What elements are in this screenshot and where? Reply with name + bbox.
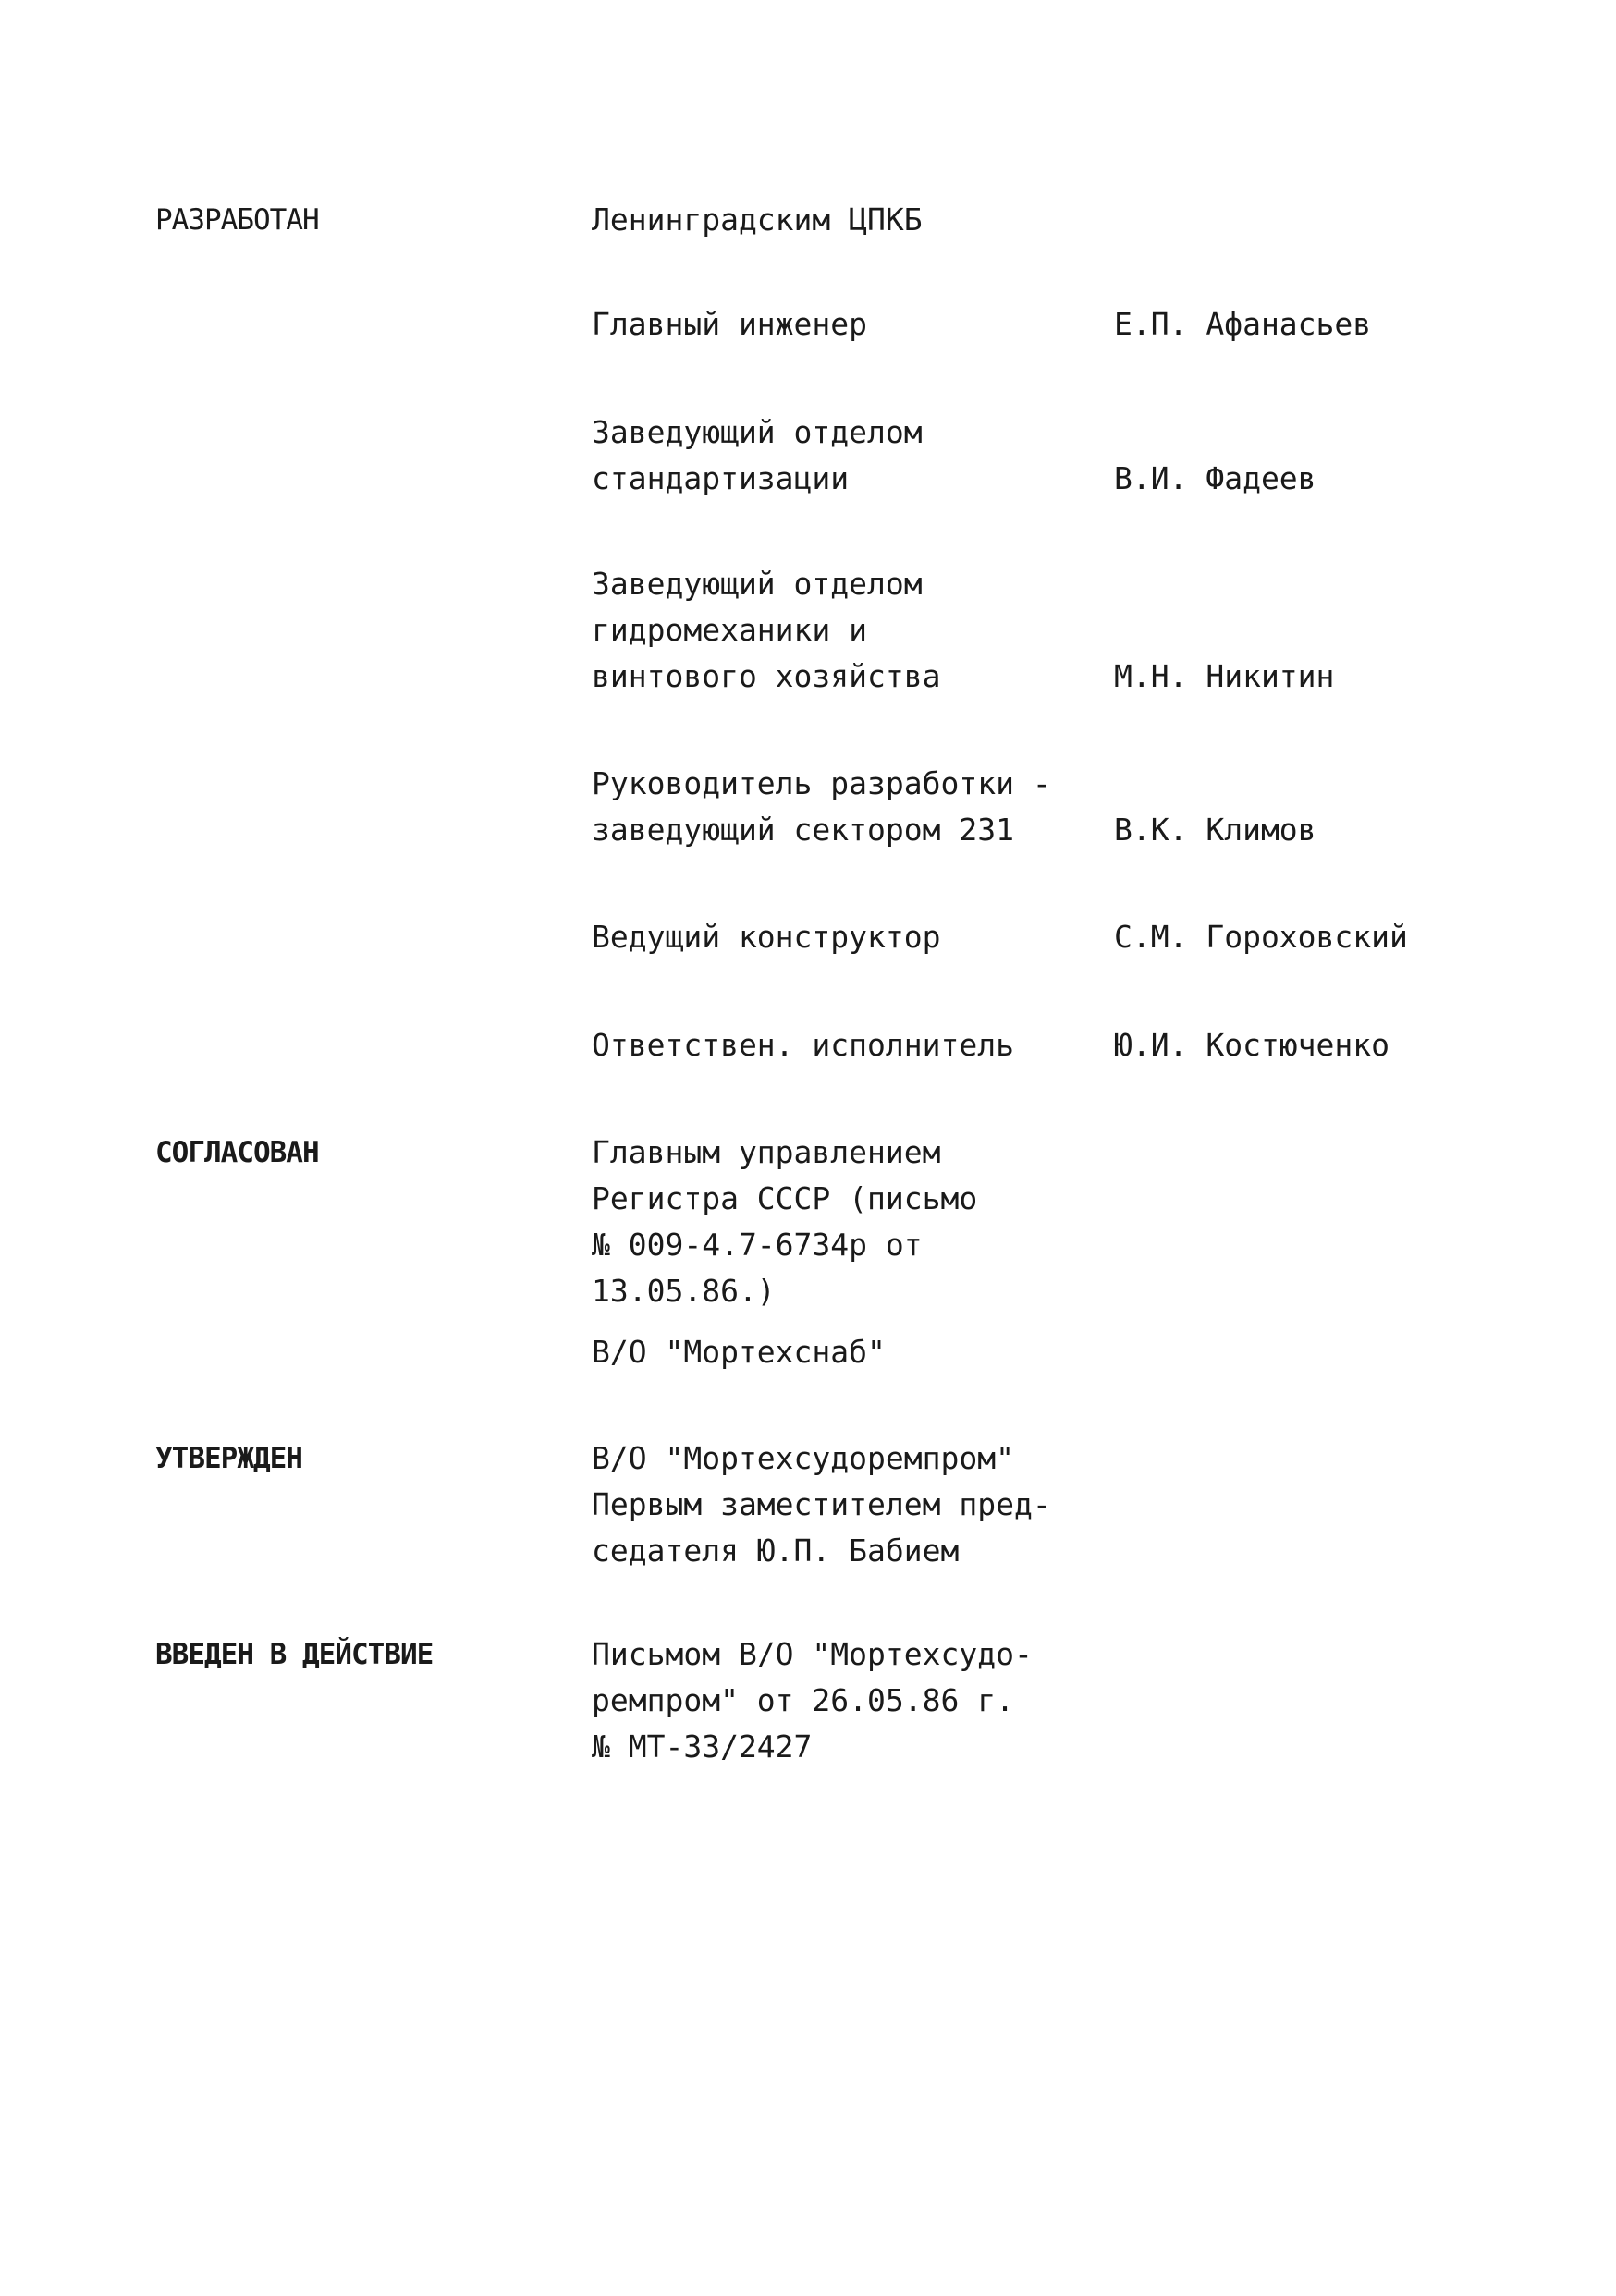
- enacted-line: ремпром" от 26.05.86 г.: [592, 1682, 1014, 1718]
- staff-position-line: Ответствен. исполнитель: [592, 1027, 1014, 1063]
- staff-name: Ю.И. Костюченко: [1114, 1027, 1390, 1063]
- staff-position-line: заведующий сектором 231: [592, 812, 1014, 848]
- staff-position: [592, 301, 867, 348]
- staff-position-line: Ведущий конструктор: [592, 919, 941, 955]
- agreed-text: [592, 1130, 977, 1314]
- agreed-line: № 009-4.7-6734р от: [592, 1227, 923, 1263]
- staff-name: В.И. Фадеев: [1114, 460, 1316, 496]
- staff-position-line: Заведующий отделом: [592, 414, 923, 450]
- section-label-agreed: СОГЛАСОВАН: [155, 1136, 319, 1169]
- agreed-line: Регистра СССР (письмо: [592, 1180, 978, 1216]
- staff-position: [592, 761, 1051, 853]
- agreed-line: 13.05.86.): [592, 1273, 776, 1309]
- staff-position-line: Главный инженер: [592, 306, 868, 342]
- approved-line: Первым заместителем пред-: [592, 1486, 1051, 1522]
- staff-position: [592, 409, 923, 502]
- staff-position-line: стандартизации: [592, 460, 850, 496]
- staff-name: С.М. Гороховский: [1114, 919, 1408, 955]
- staff-name: В.К. Климов: [1114, 812, 1316, 848]
- section-label-enacted: ВВЕДЕН В ДЕЙСТВИЕ: [155, 1638, 434, 1671]
- section-label-approved: УТВЕРЖДЕН: [155, 1442, 302, 1475]
- staff-position: [592, 561, 941, 700]
- staff-name: Е.П. Афанасьев: [1114, 306, 1372, 342]
- developer-organization: Ленинградским ЦПКБ: [592, 202, 923, 238]
- staff-position-line: Руководитель разработки -: [592, 765, 1051, 801]
- agreed-extra: В/О "Мортехснаб": [592, 1334, 886, 1370]
- enacted-line: № МТ-33/2427: [592, 1728, 813, 1765]
- enacted-text: [592, 1631, 1033, 1770]
- staff-position: [592, 1022, 1014, 1069]
- approved-text: [592, 1435, 1051, 1574]
- staff-position-line: винтового хозяйства: [592, 658, 941, 694]
- staff-position-line: Заведующий отделом: [592, 566, 923, 602]
- enacted-line: Письмом В/О "Мортехсудо-: [592, 1636, 1033, 1672]
- approved-line: В/О "Мортехсудоремпром": [592, 1440, 1014, 1476]
- staff-name: М.Н. Никитин: [1114, 658, 1335, 694]
- staff-position: [592, 914, 941, 960]
- agreed-line: Главным управлением: [592, 1134, 941, 1170]
- staff-position-line: гидромеханики и: [592, 612, 868, 648]
- section-label-developed: РАЗРАБОТАН: [155, 203, 319, 237]
- approved-line: седателя Ю.П. Бабием: [592, 1533, 960, 1569]
